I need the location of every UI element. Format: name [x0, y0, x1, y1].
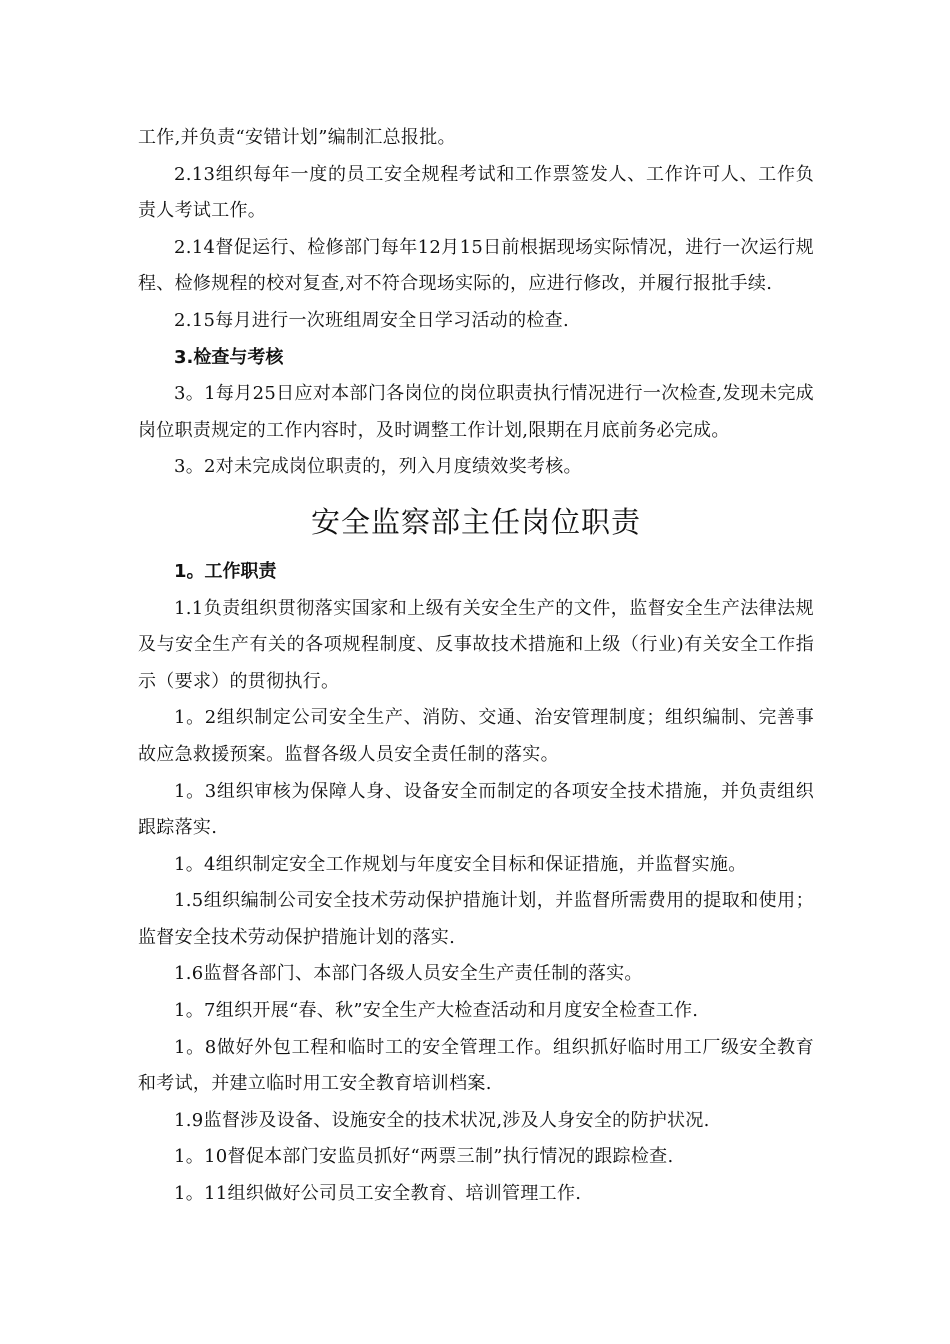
paragraph-3-1: 3。1每月25日应对本部门各岗位的岗位职责执行情况进行一次检查,发现未完成岗位职责规定的工作内容时，及时调整工作计划,限期在月底前务必完成。: [138, 383, 814, 441]
paragraph-1-3: 1。3组织审核为保障人身、设备安全而制定的各项安全技术措施，并负责组织跟踪落实.: [138, 780, 814, 839]
paragraph-1-11: 1。11组织做好公司员工安全教育、培训管理工作.: [174, 1183, 582, 1205]
paragraph-1-2: 1。2组织制定公司安全生产、消防、交通、治安管理制度；组织编制、完善事故应急救援预案。监督各级人员安全责任制的落实。: [138, 707, 814, 765]
paragraph-1-4: 1。4组织制定安全工作规划与年度安全目标和保证措施，并监督实施。: [174, 853, 747, 875]
paragraph-1-1: 1.1负责组织贯彻落实国家和上级有关安全生产的文件，监督安全生产法律法规及与安全生产有关的各项规程制度、反事故技术措施和上级（行业)有关安全工作指示（要求）的贯彻执行。: [138, 597, 814, 692]
document-page: [138, 120, 814, 1213]
paragraph-2-15: 2.15每月进行一次班组周安全日学习活动的检查.: [174, 309, 569, 331]
paragraph-1-6: 1.6监督各部门、本部门各级人员安全生产责任制的落实。: [174, 963, 643, 985]
paragraph-1-7: 1。7组织开展“春、秋”安全生产大检查活动和月度安全检查工作.: [174, 1000, 699, 1022]
section-heading-1: 1。工作职责: [174, 560, 277, 582]
paragraph-1-10: 1。10督促本部门安监员抓好“两票三制”执行情况的跟踪检查.: [174, 1146, 674, 1168]
paragraph-1-9: 1.9监督涉及设备、设施安全的技术状况,涉及人身安全的防护状况.: [174, 1109, 710, 1131]
paragraph-2-13: 2.13组织每年一度的员工安全规程考试和工作票签发人、工作许可人、工作负责人考试工作。: [138, 163, 814, 222]
paragraph-continuation: 工作,并负责“安错计划”编制汇总报批。: [138, 127, 456, 148]
paragraph-1-8: 1。8做好外包工程和临时工的安全管理工作。组织抓好临时用工厂级安全教育和考试，并建立临时用工安全教育培训档案.: [138, 1036, 814, 1095]
paragraph-3-2: 3。2对未完成岗位职责的，列入月度绩效奖考核。: [174, 456, 582, 478]
paragraph-2-14: 2.14督促运行、检修部门每年12月15日前根据现场实际情况，进行一次运行规程、检修规程的校对复查,对不符合现场实际的，应进行修改，并履行报批手续.: [138, 236, 814, 295]
document-title: 安全监察部主任岗位职责: [310, 504, 641, 539]
paragraph-1-5: 1.5组织编制公司安全技术劳动保护措施计划，并监督所需费用的提取和使用；监督安全技术劳动保护措施计划的落实.: [138, 890, 814, 948]
section-heading-3: 3.检查与考核: [174, 346, 284, 368]
